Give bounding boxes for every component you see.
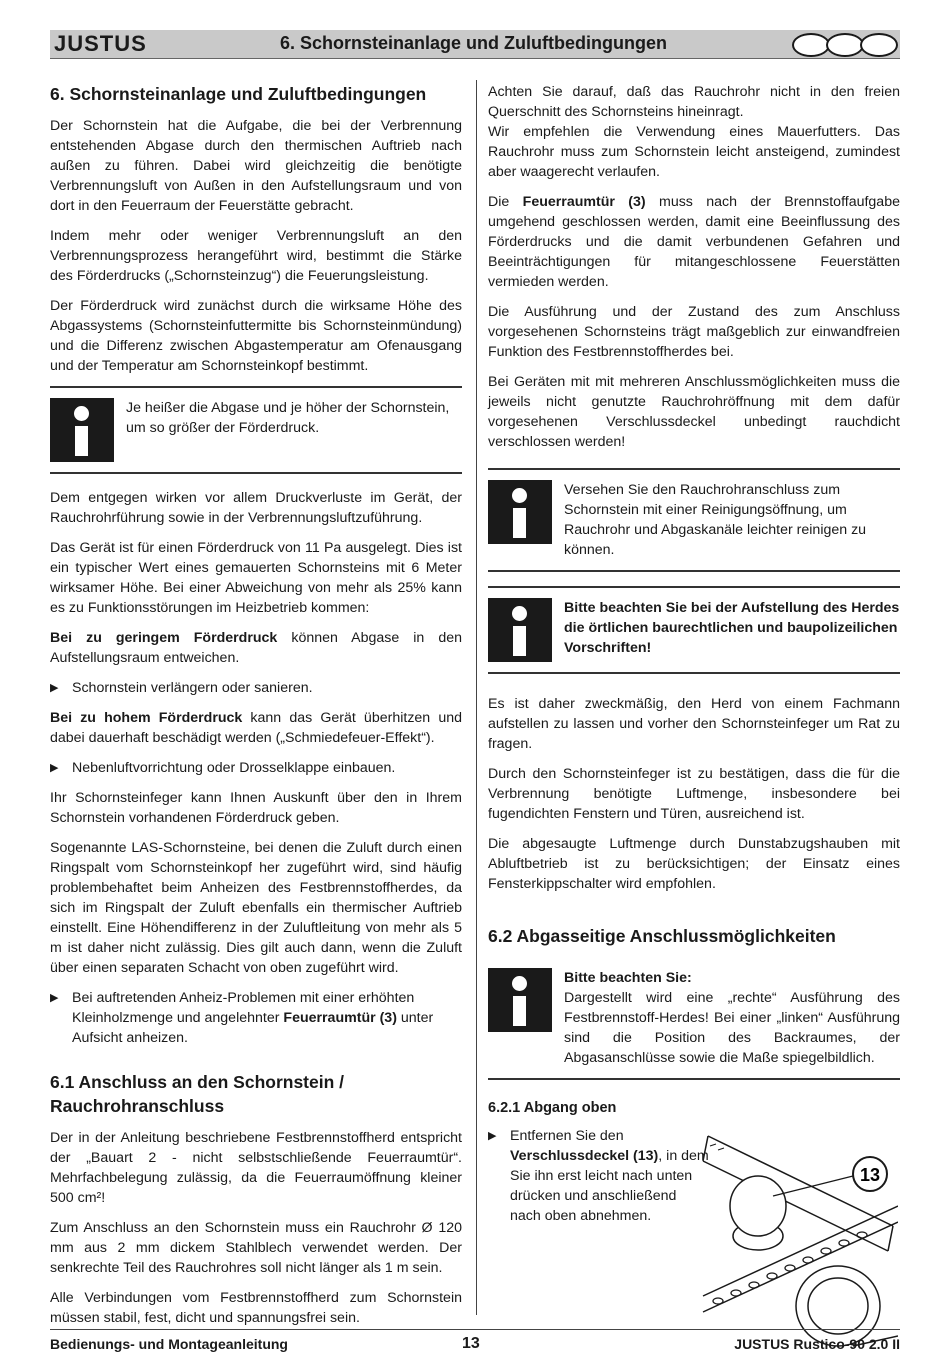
text-span: muss nach der Brennstoffaufgabe umgehend geschlossen werden, damit eine Beeinflussung des Förderdrucks und die damit verbundenen Gefahren und Beeinträchtigungen für mitangeschlossene Feuerstätten vermieden werden.	[488, 194, 900, 290]
paragraph: Die Ausführung und der Zustand des zum Anschluss vorgesehenen Schornsteins trägt maßgeblich zur einwandfreien Funktion des Festbrennstoffherdes bei.	[488, 304, 900, 360]
header-title: 6. Schornsteinanlage und Zuluftbedingungen	[280, 33, 667, 53]
text-span: unter Aufsicht anheizen.	[72, 1010, 434, 1046]
paragraph: Die abgesaugte Luftmenge durch Dunstabzugshauben mit Abluftbetrieb ist zu berücksichtigen; der Einsatz eines Fensterkippschalter wird empfohlen.	[488, 836, 900, 892]
triangle-bullet-icon: ▶	[50, 762, 59, 774]
info-body: Dargestellt wird eine „rechte“ Ausführung des Festbrennstoff-Herdes! Bei einer „linken“ Ausführung sind die Position des Backraumes, der Abgasanschlüsse sowie die Maße spiegelbildlich.	[564, 990, 900, 1066]
bold-text: Verschlussdeckel (13)	[510, 1148, 659, 1164]
right-column	[488, 82, 900, 1366]
section-heading: 6.1 Anschluss an den Schornstein / Rauchrohranschluss	[50, 1072, 345, 1116]
paragraph: Der Förderdruck wird zunächst durch die wirksame Höhe des Abgassystems (Schornsteinfuttermitte bis Schornsteinmündung) und die Differenz zwischen Abgastemperatur am Ofenausgang und der Temperatur am Schornsteinkopf bestimmt.	[50, 298, 462, 374]
footer-right: JUSTUS Rustico-90 2.0 II	[734, 1336, 900, 1352]
list-item	[488, 1126, 710, 1226]
bold-text: Bei zu geringem Förderdruck	[50, 630, 278, 646]
paragraph: Sogenannte LAS-Schornsteine, bei denen die Zuluft durch einen Ringspalt vom Schornsteinkopf her zugeführt wird, sind häufig problembehaftet beim Anheizen des Festbrennstoffherdes, da sich im Ringspalt der Zuluft ebenfalls ein thermischer Auftrieb einstellt. Eine Höhendifferenz in der Zuluftleitung von mehr als 5 m ist daher nicht zulässig. Dies gilt auch dann, wenn die Zuluft über einen separaten Schacht von oben zugeführt wird.	[50, 840, 462, 976]
info-icon	[50, 398, 114, 462]
section-heading: 6. Schornsteinanlage und Zuluftbedingungen	[50, 84, 427, 104]
paragraph: Alle Verbindungen vom Festbrennstoffherd zum Schornstein müssen stabil, fest, dicht und spannungsfrei sein.	[50, 1290, 462, 1326]
triangle-bullet-icon: ▶	[50, 992, 59, 1004]
paragraph: Der in der Anleitung beschriebene Festbrennstoffherd entspricht der „Bauart 2 - nicht selbstschließende Feuerraumtür“. Mehrfachbelegung zulässig, da die Feuerraumöffnung kleiner 500 cm²!	[50, 1130, 462, 1206]
info-box	[488, 958, 900, 1080]
paragraph: Der Schornstein hat die Aufgabe, die bei der Verbrennung entstehenden Abgase durch den thermischen Auftrieb nach außen zu führen. Dabei wird gleichzeitig die benötigte Verbrennungsluft von Außen in den Aufstellungsraum und von dort in den Feuerraum der Feuerstätte gebracht.	[50, 118, 462, 214]
page-footer	[50, 1329, 900, 1356]
info-text	[564, 968, 900, 1068]
text-span: Bei auftretenden Anheiz-Problemen mit einer erhöhten Kleinholzmenge und angelehnter	[72, 990, 415, 1026]
paragraph: Dem entgegen wirken vor allem Druckverluste im Gerät, der Rauchrohrführung sowie in der Verbrennungsluftzuführung.	[50, 490, 462, 526]
page-header	[50, 30, 900, 59]
list-item-text	[510, 1126, 710, 1226]
bold-text: Feuerraumtür (3)	[522, 194, 646, 210]
oval-shape	[826, 33, 864, 57]
info-icon	[488, 480, 552, 544]
paragraph: Zum Anschluss an den Schornstein muss ein Rauchrohr Ø 120 mm aus 2 mm dickem Stahlblech verwendet werden. Der senkrechte Teil des Rauchrohres soll nicht länger als 1 m sein.	[50, 1220, 462, 1276]
page-number: 13	[462, 1335, 480, 1352]
brand-logo: JUSTUS	[54, 31, 147, 56]
text-span: Entfernen Sie den	[510, 1128, 624, 1144]
info-box	[50, 386, 462, 474]
list-item-text: Schornstein verlängern oder sanieren.	[72, 680, 313, 696]
paragraph: Bei Geräten mit mit mehreren Anschlussmöglichkeiten muss die jeweils nicht genutzte Rauchrohröffnung mit dem dafür vorgesehenen Verschlussdeckel unbedingt rauchdicht verschlossen werden!	[488, 374, 900, 450]
header-ovals	[796, 33, 898, 57]
paragraph: Achten Sie darauf, daß das Rauchrohr nicht in den freien Querschnitt des Schornsteins hineinragt.	[488, 84, 900, 120]
text-span: kann das Gerät überhitzen und dabei dauerhaft beschädigt werden („Schmiedefeuer-Effekt“).	[50, 710, 462, 746]
callout-label: 13	[859, 1165, 881, 1185]
text-span: , in dem Sie ihn erst leicht nach unten drücken und anschließend nach oben abnehmen.	[510, 1148, 709, 1224]
info-icon	[488, 968, 552, 1032]
left-column	[50, 82, 462, 1338]
paragraph: Ihr Schornsteinfeger kann Ihnen Auskunft über den in Ihrem Schornstein vorhandenen Förderdruck geben.	[50, 790, 462, 826]
paragraph: Indem mehr oder weniger Verbrennungsluft an den Verbrennungsprozess herangeführt wird, bestimmt die Stärke des Förderdrucks („Schornsteinzug“) die Feuerungsleistung.	[50, 228, 462, 284]
triangle-bullet-icon: ▶	[488, 1130, 497, 1142]
info-box	[488, 468, 900, 572]
oval-shape	[860, 33, 898, 57]
paragraph	[50, 708, 462, 748]
list-item	[50, 678, 462, 698]
paragraph: Es ist daher zweckmäßig, den Herd von einem Fachmann aufstellen zu lassen und vorher den Schornsteinfeger um Rat zu fragen.	[488, 696, 900, 752]
paragraph	[50, 628, 462, 668]
paragraph: Das Gerät ist für einen Förderdruck von 11 Pa ausgelegt. Dies ist ein typischer Wert eines gemauerten Schornsteins mit 6 Meter wirksamer Höhe. Bei einer Abweichung von mehr als 25% kann es zu Funktionsstörungen im Heizbetrieb kommen:	[50, 540, 462, 616]
closure-lid	[730, 1176, 786, 1236]
footer-left: Bedienungs- und Montageanleitung	[50, 1336, 288, 1352]
text-span: Die	[488, 194, 523, 210]
bold-text: Bei zu hohem Förderdruck	[50, 710, 243, 726]
oval-shape	[792, 33, 830, 57]
info-text: Je heißer die Abgase und je höher der Schornstein, um so größer der Förderdruck.	[126, 400, 450, 436]
text-span: können Abgase in den Aufstellungsraum entweichen.	[50, 630, 462, 666]
info-icon	[488, 598, 552, 662]
info-box	[488, 586, 900, 674]
info-text: Versehen Sie den Rauchrohranschluss zum Schornstein mit einer Reinigungsöffnung, um Rauchrohr und Abgaskanäle leichter reinigen zu können.	[564, 482, 867, 558]
paragraph: Durch den Schornsteinfeger ist zu bestätigen, dass die für die Verbrennung benötigte Luftmenge, insbesondere bei fugendichten Fenstern und Türen, ausreichend ist.	[488, 766, 900, 822]
list-item-text	[72, 988, 462, 1048]
list-item-text: Nebenluftvorrichtung oder Drosselklappe einbauen.	[72, 760, 396, 776]
list-item	[50, 988, 462, 1048]
bold-text: Feuerraumtür (3)	[283, 1010, 397, 1026]
list-item	[50, 758, 462, 778]
triangle-bullet-icon: ▶	[50, 682, 59, 694]
info-title: Bitte beachten Sie:	[564, 970, 692, 986]
paragraph: Wir empfehlen die Verwendung eines Mauerfutters. Das Rauchrohr muss zum Schornstein leicht ansteigend, zumindest aber waagerecht verlaufen.	[488, 124, 900, 180]
info-text: Bitte beachten Sie bei der Aufstellung des Herdes die örtlichen baurechtlichen und baupolizeilichen Vorschriften!	[564, 600, 900, 656]
column-divider	[476, 80, 477, 1315]
section-heading: 6.2 Abgasseitige Anschlussmöglichkeiten	[488, 926, 836, 946]
paragraph	[488, 192, 900, 292]
subsection-heading: 6.2.1 Abgang oben	[488, 1100, 617, 1116]
